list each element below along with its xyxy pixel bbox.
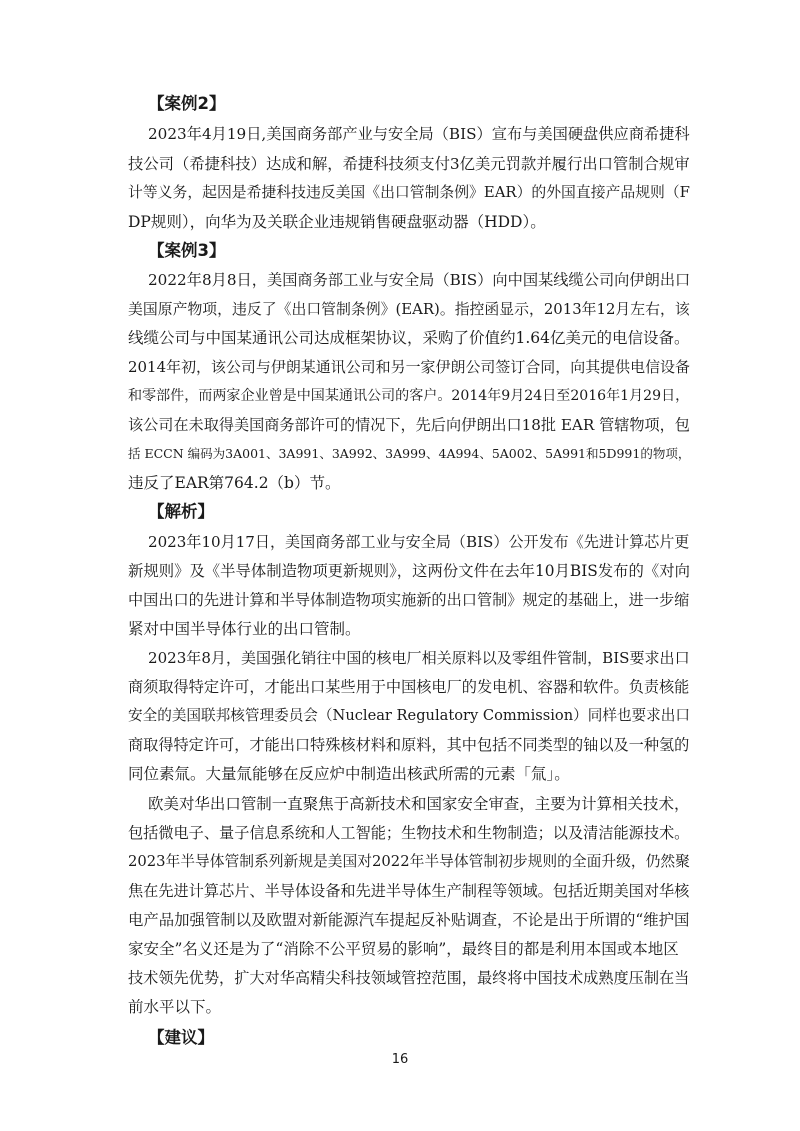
paragraph-line: 2014年初，该公司与伊朗某通讯公司和另一家伊朗公司签订合同，向其提供电信设备 — [128, 358, 690, 376]
paragraph-line: 商须取得特定许可，才能出口某些用于中国核电厂的发电机、容器和软件。负责核能 — [128, 678, 690, 696]
section-heading-case-2: 【案例2】 — [148, 94, 226, 113]
paragraph-line: 中国出口的先进计算和半导体制造物项实施新的出口管制》规定的基础上，进一步缩 — [128, 591, 690, 609]
paragraph-line: 2023年4月19日,美国商务部产业与安全局（BIS）宣布与美国硬盘供应商希捷科 — [148, 125, 690, 143]
paragraph-line: 线缆公司与中国某通讯公司达成框架协议，采购了价值约1.64亿美元的电信设备。 — [128, 329, 690, 347]
paragraph-line: 2023年10月17日，美国商务部工业与安全局（BIS）公开发布《先进计算芯片更 — [148, 533, 690, 551]
paragraph-line: 焦在先进计算芯片、半导体设备和先进半导体生产制程等领域。包括近期美国对华核 — [128, 882, 690, 900]
paragraph-line: 括 ECCN 编码为3A001、3A991、3A992、3A999、4A994、5A002、5A991和5D991的物项， — [128, 446, 691, 461]
paragraph-line: 技公司（希捷科技）达成和解，希捷科技须支付3亿美元罚款并履行出口管制合规审 — [128, 155, 690, 173]
paragraph-line: 2022年8月8日，美国商务部工业与安全局（BIS）向中国某线缆公司向伊朗出口 — [148, 271, 691, 289]
paragraph-line: 和零部件，而两家企业曾是中国某通讯公司的客户。2014年9月24日至2016年1月29日， — [128, 388, 690, 404]
paragraph-line: 2023年8月，美国强化销往中国的核电厂相关原料以及零组件管制，BIS要求出口 — [148, 649, 690, 667]
paragraph-line: 违反了EAR第764.2（b）节。 — [128, 474, 341, 492]
paragraph-line: 该公司在未取得美国商务部许可的情况下，先后向伊朗出口18批 EAR 管辖物项，包 — [128, 416, 690, 434]
paragraph-line: 美国原产物项，违反了《出口管制条例》(EAR)。指控函显示，2013年12月左右，该 — [128, 300, 690, 318]
page-number: 16 — [391, 1052, 409, 1067]
paragraph-line: 电产品加强管制以及欧盟对新能源汽车提起反补贴调查，不论是出于所谓的“维护国 — [128, 911, 690, 929]
paragraph-line: 商取得特定许可，才能出口特殊核材料和原料，其中包括不同类型的铀以及一种氢的 — [128, 736, 690, 754]
section-heading-suggestions: 【建议】 — [148, 1028, 214, 1047]
paragraph-line: 新规则》及《半导体制造物项更新规则》，这两份文件在去年10月BIS发布的《对向 — [128, 562, 690, 580]
paragraph-line: 欧美对华出口管制一直聚焦于高新技术和国家安全审查，主要为计算相关技术， — [148, 795, 690, 813]
paragraph-line: DP规则），向华为及关联企业违规销售硬盘驱动器（HDD）。 — [128, 213, 546, 231]
section-heading-analysis: 【解析】 — [148, 502, 214, 521]
paragraph-line: 2023年半导体管制系列新规是美国对2022年半导体管制初步规则的全面升级，仍然聚 — [128, 853, 690, 870]
paragraph-line: 前水平以下。 — [128, 998, 222, 1016]
paragraph-line: 家安全”名义还是为了“消除不公平贸易的影响”，最终目的都是利用本国或本地区 — [128, 940, 679, 958]
paragraph-line: 计等义务，起因是希捷科技违反美国《出口管制条例》EAR）的外国直接产品规则（F — [128, 184, 690, 201]
section-heading-case-3: 【案例3】 — [148, 241, 226, 260]
paragraph-line: 包括微电子、量子信息系统和人工智能；生物技术和生物制造；以及清洁能源技术。 — [128, 824, 690, 842]
paragraph-line: 紧对中国半导体行业的出口管制。 — [128, 620, 361, 638]
paragraph-line: 安全的美国联邦核管理委员会（Nuclear Regulatory Commission）同样也要求出口 — [128, 707, 690, 724]
paragraph-line: 技术领先优势，扩大对华高精尖科技领域管控范围，最终将中国技术成熟度压制在当 — [128, 969, 690, 987]
paragraph-line: 同位素氚。大量氚能够在反应炉中制造出核武所需的元素「氚」。 — [128, 765, 570, 783]
